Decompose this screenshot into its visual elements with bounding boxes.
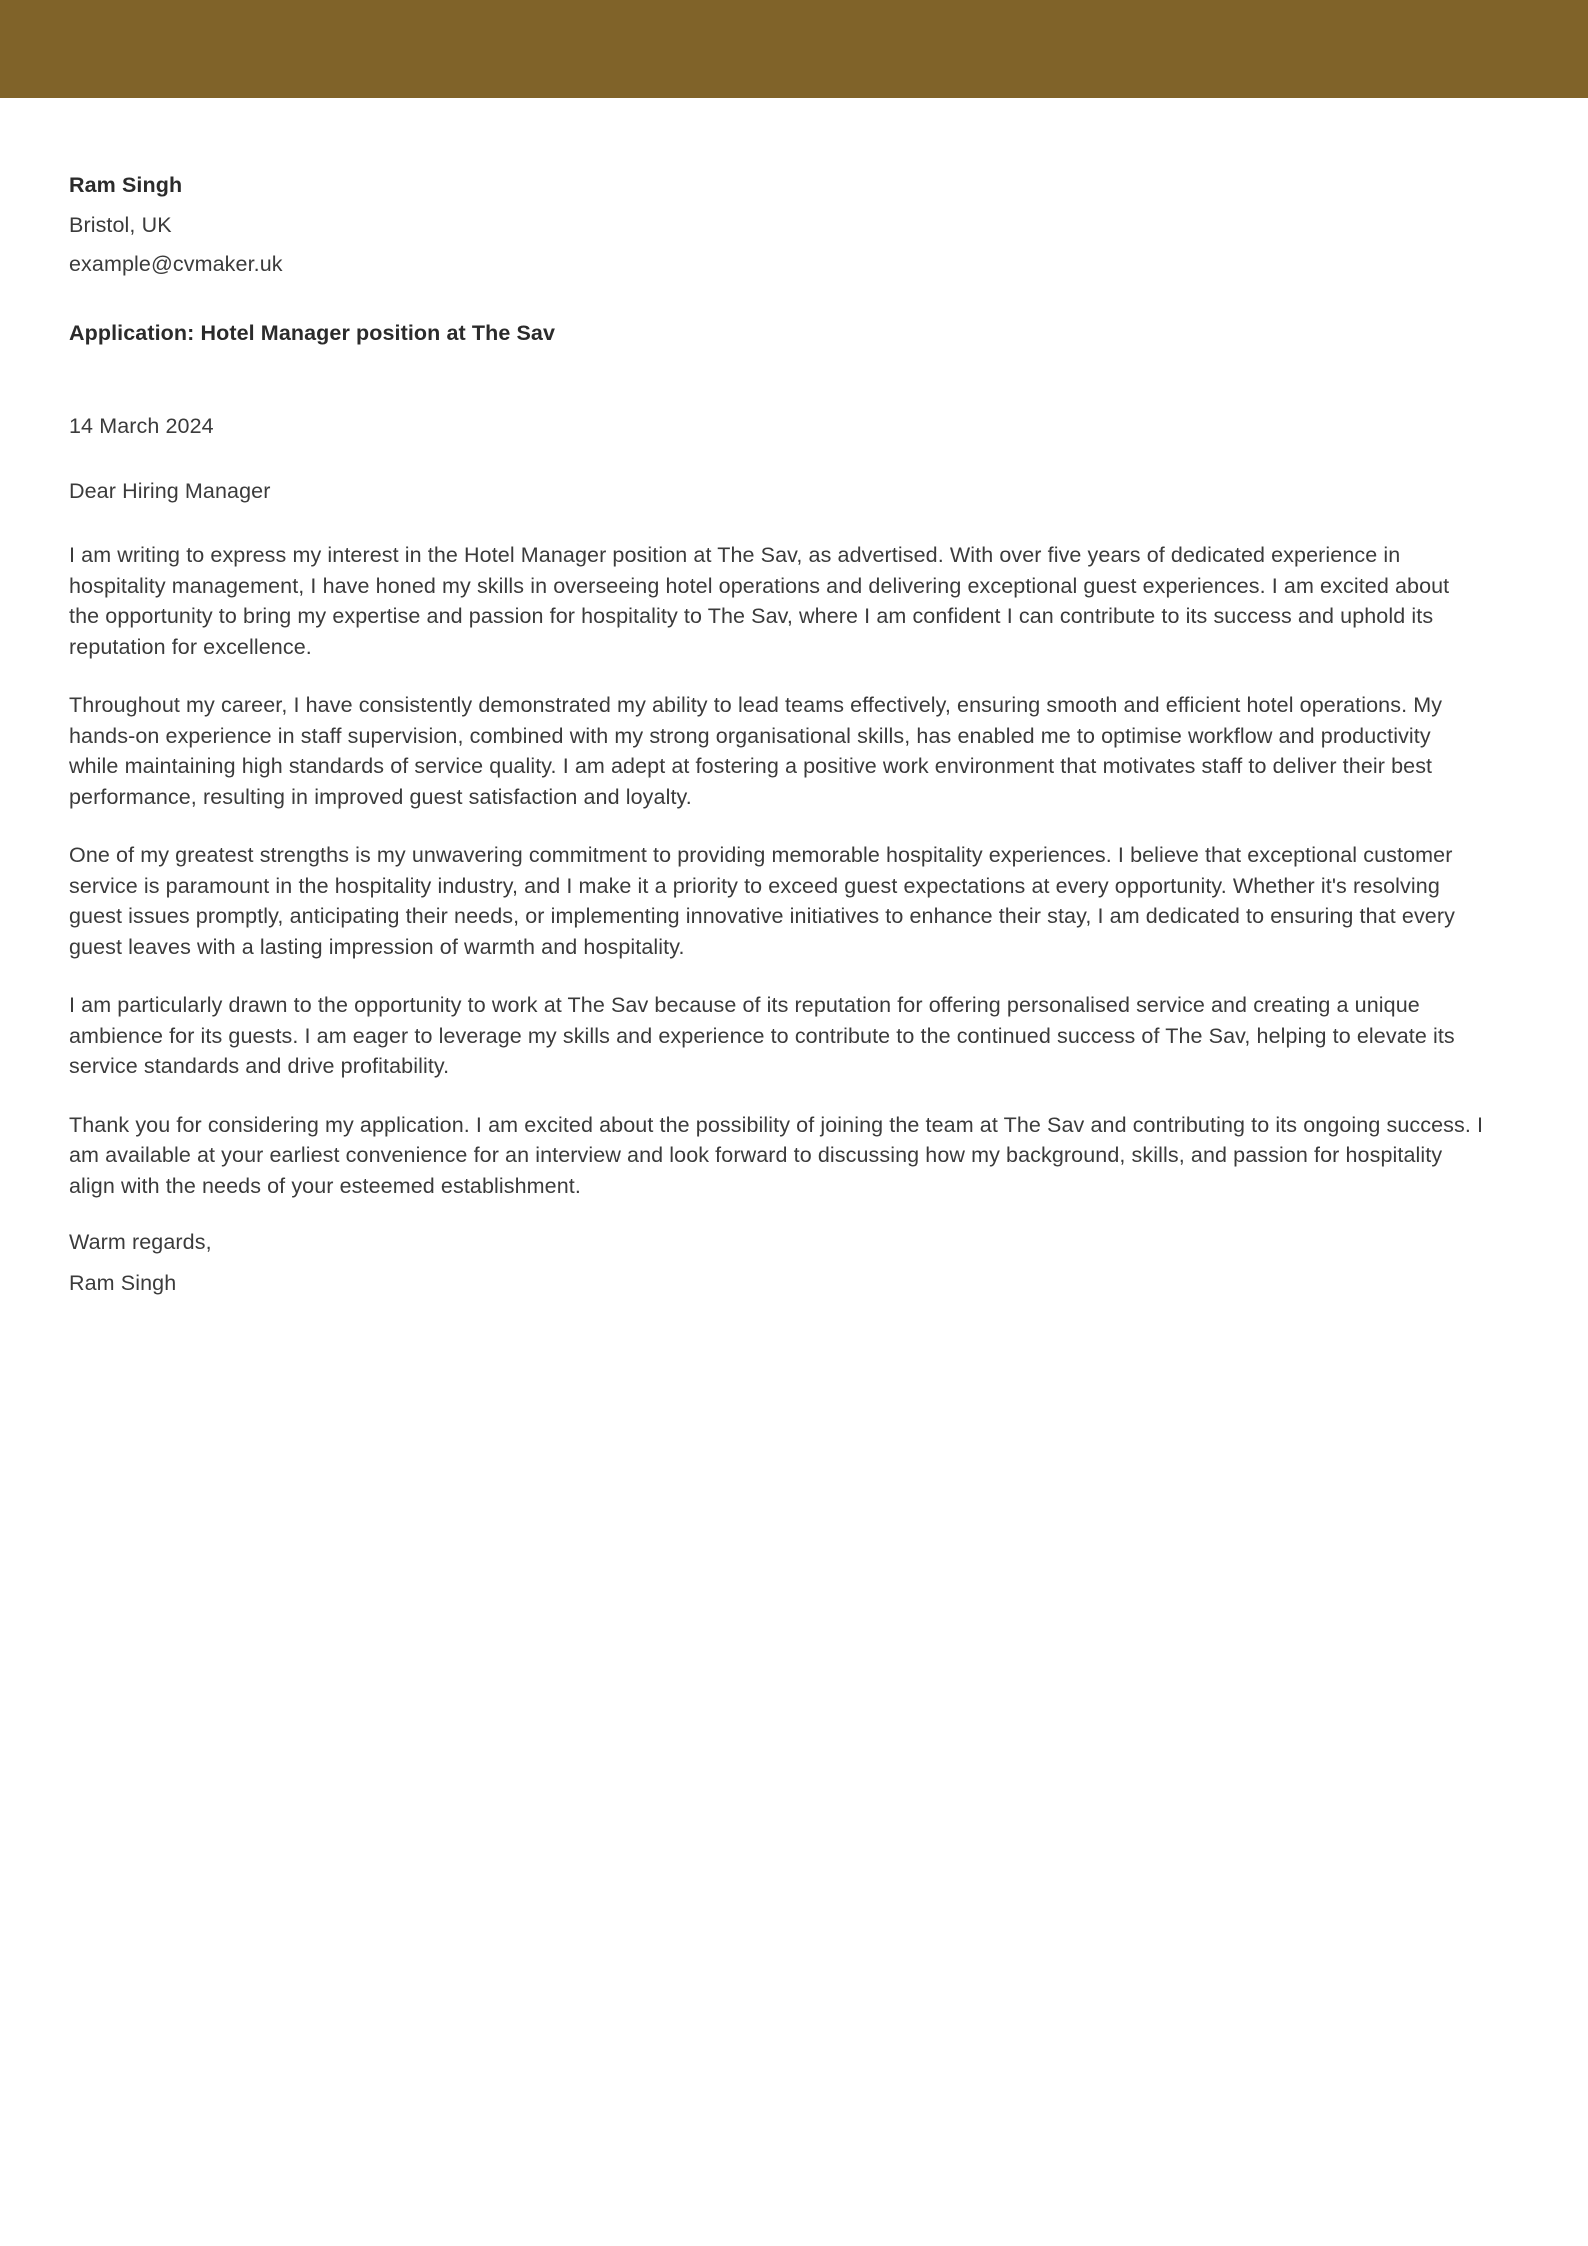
letter-paragraphs [69, 540, 1485, 1201]
header-color-band [0, 0, 1588, 98]
sender-email: example@cvmaker.uk [69, 252, 283, 276]
salutation: Dear Hiring Manager [69, 478, 271, 503]
letter-content [0, 175, 1588, 1294]
sender-name: Ram Singh [69, 173, 183, 197]
body-paragraph: I am writing to express my interest in the Hotel Manager position at The Sav, as advertised. With over five years of dedicated experience in hospitality management, I have honed my skills in overseeing hotel operations and delivering exceptional guest experiences. I am excited about the opportunity to bring my expertise and passion for hospitality to The Sav, where I am confident I can contribute to its success and uphold its reputation for excellence. [69, 543, 1450, 659]
sign-off: Warm regards, [69, 1230, 212, 1255]
body-paragraph: One of my greatest strengths is my unwavering commitment to providing memorable hospitality experiences. I believe that exceptional customer service is paramount in the hospitality industry, and I make it a priority to exceed guest expectations at every opportunity. Whether it's resolving guest issues promptly, anticipating their needs, or implementing innovative initiatives to enhance their stay, I am dedicated to ensuring that every guest leaves with a lasting impression of warmth and hospitality. [69, 843, 1455, 959]
letter-date: 14 March 2024 [69, 414, 214, 438]
body-paragraph: Thank you for considering my application. I am excited about the possibility of joining the team at The Sav and contributing to its ongoing success. I am available at your earliest convenience for an interview and look forward to discussing how my background, skills, and passion for hospitality align with the needs of your esteemed establishment. [69, 1112, 1484, 1198]
sender-contact-block [69, 175, 1519, 276]
closing-block [69, 1232, 1519, 1294]
application-subject-line: Application: Hotel Manager position at The Sav [69, 320, 556, 345]
body-paragraph: Throughout my career, I have consistently demonstrated my ability to lead teams effectively, ensuring smooth and efficient hotel operations. My hands-on experience in staff supervision, combined with my strong organisational skills, has enabled me to optimise workflow and productivity while maintaining high standards of service quality. I am adept at fostering a positive work environment that motivates staff to deliver their best performance, resulting in improved guest satisfaction and loyalty. [69, 693, 1443, 809]
sender-location: Bristol, UK [69, 212, 172, 237]
signature-name: Ram Singh [69, 1270, 177, 1295]
body-paragraph: I am particularly drawn to the opportunity to work at The Sav because of its reputation for offering personalised service and creating a unique ambience for its guests. I am eager to leverage my skills and experience to contribute to the continued success of The Sav, helping to elevate its service standards and drive profitability. [69, 993, 1455, 1079]
